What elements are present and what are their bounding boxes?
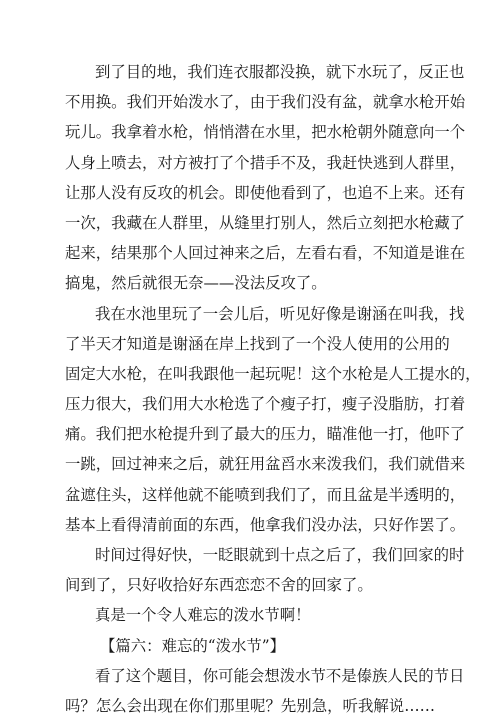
text-line: 一跳，回过神来之后，就狂用盆舀水来泼我们，我们就借来 <box>65 455 466 474</box>
text-line: 搞鬼，然后就很无奈——没法反攻了。 <box>65 274 327 293</box>
text-line: 间到了，只好收拾好东西恋恋不舍的回家了。 <box>65 576 373 595</box>
text-line: 时间过得好快，一眨眼就到十点之后了，我们回家的时 <box>95 546 465 564</box>
essay-text <box>65 57 481 721</box>
text-line: 起来，结果那个人回过神来之后，左看右看，不知道是谁在 <box>65 244 466 263</box>
text-line: 我在水池里玩了一会儿后，听见好像是谢涵在叫我，找 <box>95 304 465 323</box>
text-line: 看了这个题目，你可能会想泼水节不是傣族人民的节日 <box>95 666 465 685</box>
text-line: 了半天才知道是谢涵在岸上找到了一个没人使用的公用的 <box>65 334 450 353</box>
text-line: 一次，我藏在人群里，从缝里打别人，然后立刻把水枪藏了 <box>65 213 466 232</box>
text-line: 固定大水枪，在叫我跟他一起玩呢！这个水枪是人工提水的， <box>65 364 481 383</box>
text-line: 痛。我们把水枪提升到了最大的压力，瞄准他一打，他吓了 <box>65 425 466 444</box>
text-line: 让那人没有反攻的机会。即使他看到了，也追不上来。还有 <box>65 183 466 202</box>
text-line: 人身上喷去，对方被打了个措手不及，我赶快逃到人群里， <box>65 153 466 172</box>
text-line: 真是一个令人难忘的泼水节啊！ <box>95 606 311 625</box>
text-line: 盆遮住头，这样他就不能喷到我们了，而且盆是半透明的， <box>65 485 466 504</box>
section-heading: 【篇六：难忘的“泼水节”】 <box>100 636 286 655</box>
text-line: 玩儿。我拿着水枪，悄悄潜在水里，把水枪朝外随意向一个 <box>65 123 466 142</box>
text-line: 吗？怎么会出现在你们那里呢？先别急，听我解说…… <box>65 696 435 715</box>
text-line: 压力很大，我们用大水枪选了个瘦子打，瘦子没脂肪，打着 <box>65 395 466 414</box>
text-line: 基本上看得清前面的东西，他拿我们没办法，只好作罢了。 <box>65 515 466 534</box>
text-line: 到了目的地，我们连衣服都没换，就下水玩了，反正也 <box>95 63 465 81</box>
text-line: 不用换。我们开始泼水了，由于我们没有盆，就拿水枪开始 <box>65 93 466 112</box>
